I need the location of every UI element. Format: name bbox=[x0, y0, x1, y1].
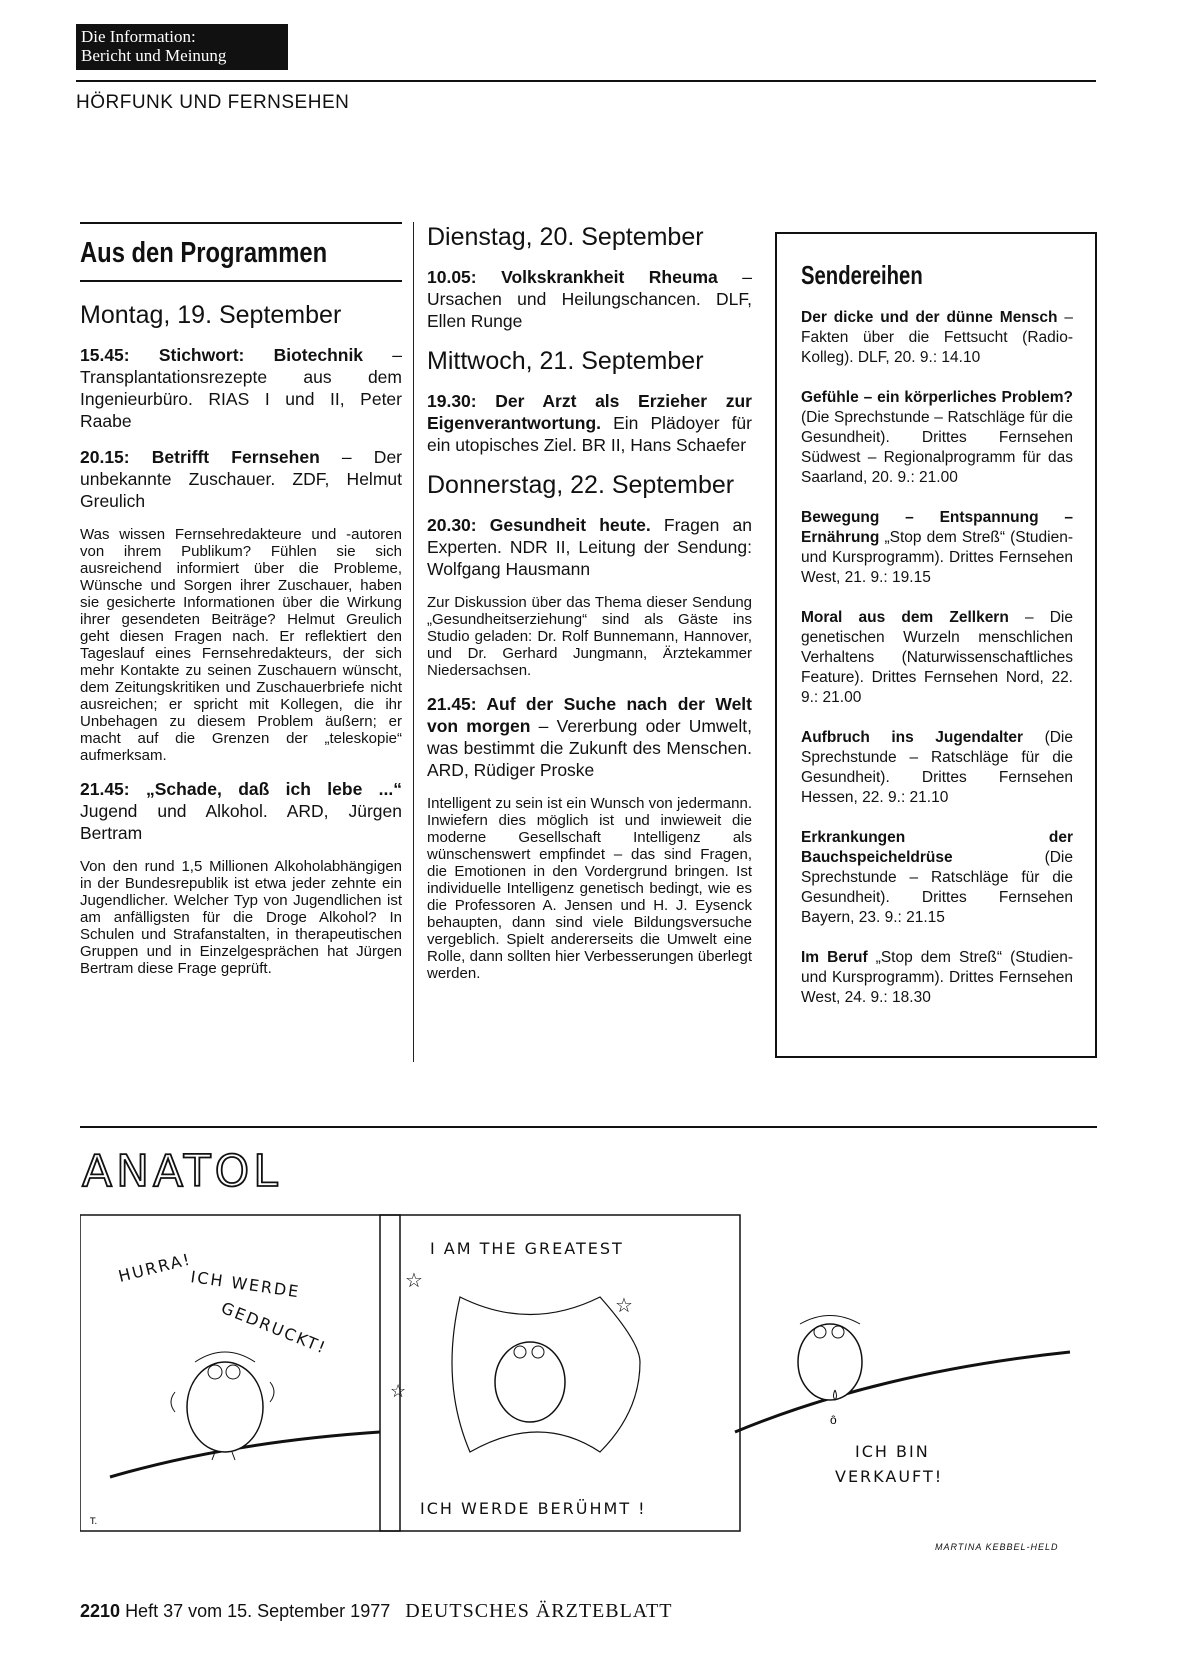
issue-info: Heft 37 vom 15. September 1977 bbox=[125, 1601, 391, 1621]
footer bbox=[80, 1600, 672, 1623]
page-title: Aus den Programmen bbox=[80, 237, 328, 269]
column-2 bbox=[427, 222, 752, 996]
series-item bbox=[801, 308, 1073, 368]
series-item-title: Der dicke und der dünne Mensch bbox=[801, 309, 1058, 326]
entry-text: – Transplantationsrezepte aus dem Ingenieurbüro. RIAS I und II, Peter Raabe bbox=[80, 345, 402, 431]
comic-title-text: ANATOL bbox=[82, 1146, 282, 1197]
owl-figure bbox=[495, 1342, 565, 1422]
column-1 bbox=[80, 222, 402, 991]
series-item-title: Erkrankungen der Bauchspeicheldrüse bbox=[801, 829, 1073, 866]
series-item-title: Aufbruch ins Jugendalter bbox=[801, 729, 1024, 746]
entry-title: 10.05: Volkskrankheit Rheuma bbox=[427, 267, 718, 287]
series-item-title: Im Beruf bbox=[801, 949, 868, 966]
series-box bbox=[775, 232, 1097, 1058]
series-item-title: Moral aus dem Zellkern bbox=[801, 609, 1009, 626]
series-item-text: „Stop dem Streß“ (Studien- und Kursprogramm). Drittes Fernsehen West, 24. 9.: 18.30 bbox=[801, 949, 1073, 1006]
rubric-line-2: Bericht und Meinung bbox=[81, 46, 227, 65]
program-entry bbox=[427, 390, 752, 456]
teardrop-icon: ô bbox=[830, 1413, 837, 1427]
column-divider bbox=[413, 222, 414, 1062]
rubric-line-1: Die Information: bbox=[81, 27, 196, 46]
series-item-title: Gefühle – ein körperliches Problem? bbox=[801, 389, 1073, 406]
header-rule bbox=[76, 80, 1096, 82]
program-entry bbox=[427, 693, 752, 781]
comic-panel-3 bbox=[735, 1316, 1070, 1487]
comic-panel-2 bbox=[380, 1215, 740, 1531]
program-entry bbox=[427, 514, 752, 580]
entry-text: – Vererbung oder Umwelt, was bestimmt die Zukunft des Menschen. ARD, Rüdiger Proske bbox=[427, 716, 752, 780]
series-item-text: (Die Sprechstunde – Ratschläge für die Gesundheit). Drittes Fernsehen Südwest – Regionalprogramm für das Saarland, 20. 9.: 21.00 bbox=[801, 409, 1073, 486]
entry-title: 21.45: „Schade, daß ich lebe ...“ bbox=[80, 779, 402, 799]
series-item-title: Bewegung – Entspannung – Ernährung bbox=[801, 509, 1073, 546]
series-item bbox=[801, 828, 1073, 928]
entry-text: Ein Plädoyer für ein utopisches Ziel. BR II, Hans Schaefer bbox=[427, 413, 752, 455]
owl-figure bbox=[798, 1316, 862, 1401]
comic-strip bbox=[80, 1212, 1097, 1537]
panel-1-speech-2: GEDRUCKT! bbox=[218, 1298, 330, 1358]
series-item-text: (Die Sprechstunde – Ratschläge für die Gesundheit). Drittes Fernsehen Bayern, 23. 9.: 21.15 bbox=[801, 849, 1073, 926]
panel-1-signature: T. bbox=[90, 1517, 98, 1527]
series-item bbox=[801, 508, 1073, 588]
entry-title: 20.15: Betrifft Fernsehen bbox=[80, 447, 320, 467]
divider bbox=[80, 280, 402, 282]
panel-3-speech-1: ICH BIN bbox=[855, 1442, 930, 1461]
series-item bbox=[801, 728, 1073, 808]
entry-title: 21.45: Auf der Suche nach der Welt von morgen bbox=[427, 694, 752, 736]
panel-1-speech-1: ICH WERDE bbox=[189, 1267, 302, 1302]
owl-figure bbox=[187, 1352, 263, 1460]
series-item-text: – Fakten über die Fettsucht (Radio-Kolleg). DLF, 20. 9.: 14.10 bbox=[801, 309, 1073, 366]
series-item-text: (Die Sprechstunde – Ratschläge für die Gesundheit). Drittes Fernsehen Hessen, 22. 9.: 21.10 bbox=[801, 729, 1073, 806]
series-item-text: „Stop dem Streß“ (Studien- und Kursprogramm). Drittes Fernsehen West, 21. 9.: 19.15 bbox=[801, 529, 1073, 586]
entry-text: – Ursachen und Heilungschancen. DLF, Ellen Runge bbox=[427, 267, 752, 331]
entry-text: – Der unbekannte Zuschauer. ZDF, Helmut Greulich bbox=[80, 447, 403, 511]
day-heading: Dienstag, 20. September bbox=[427, 223, 704, 251]
day-heading: Mittwoch, 21. September bbox=[427, 347, 704, 375]
comic-credit: MARTINA KEBBEL-HELD bbox=[935, 1542, 1059, 1552]
page-number: 2210 bbox=[80, 1601, 121, 1621]
entry-title: 15.45: Stichwort: Biotechnik bbox=[80, 345, 364, 365]
day-heading: Donnerstag, 22. September bbox=[427, 471, 735, 499]
series-item bbox=[801, 388, 1073, 488]
star-icon: ☆ bbox=[390, 1381, 407, 1401]
program-entry bbox=[80, 778, 402, 844]
entry-title: 20.30: Gesundheit heute. bbox=[427, 515, 651, 535]
program-entry bbox=[80, 344, 402, 432]
comic-title bbox=[80, 1140, 300, 1200]
program-entry bbox=[80, 446, 402, 512]
section-title: HÖRFUNK UND FERNSEHEN bbox=[76, 92, 350, 113]
series-item-text: – Die genetischen Wurzeln menschlichen Verhaltens (Naturwissenschaftliches Feature). Drittes Fernsehen Nord, 22. 9.: 21.00 bbox=[801, 609, 1073, 706]
panel-2-speech-top: I AM THE GREATEST bbox=[430, 1239, 624, 1258]
entry-description: Zur Diskussion über das Thema dieser Sendung „Gesundheitserziehung“ sind als Gäste ins Studio geladen: Dr. Rolf Bunnemann, Hannover, und Dr. Gerhard Jungmann, Ärztekammer Niedersachsen. bbox=[427, 594, 752, 679]
journal-name: DEUTSCHES ÄRZTEBLATT bbox=[405, 1600, 673, 1622]
series-title: Sendereihen bbox=[801, 260, 923, 290]
entry-description: Was wissen Fernsehredakteure und -autoren von ihrem Publikum? Fühlen sie sich ausreichend informiert über die Probleme, Wünsche und Sorgen ihrer Zuschauer, haben sie gesicherte Informationen über die Wirkung ihrer gesendeten Beiträge? Helmut Greulich geht diesen Fragen nach. Er reflektiert den Tageslauf eines Fernsehredakteurs, der sich mehr Kontakte zu seinen Zuschauern wünscht, dem Zeitungskritiken und Zuschauerbriefe nicht ausreichen; er spricht mit Kollegen, die ihr Unbehagen zu diesem Problem äußern; er macht auf die Grenzen der „teleskopie“ aufmerksam. bbox=[80, 526, 402, 764]
series-item bbox=[801, 608, 1073, 708]
panel-2-speech-bottom: ICH WERDE BERÜHMT ! bbox=[420, 1499, 647, 1518]
entry-description: Von den rund 1,5 Millionen Alkoholabhängigen in der Bundesrepublik ist etwa jeder zehnte ein Jugendlicher. Welcher Typ von Jugendlichen ist am anfälligsten für die Droge Alkohol? In Schulen und Strafanstalten, in therapeutischen Gruppen und in Einzelgesprächen hat Jürgen Bertram diese Frage geprüft. bbox=[80, 858, 402, 977]
star-icon: ☆ bbox=[615, 1295, 633, 1317]
comic-divider bbox=[80, 1126, 1097, 1128]
series-item bbox=[801, 948, 1073, 1008]
divider bbox=[80, 222, 402, 224]
entry-title: 19.30: Der Arzt als Erzieher zur Eigenverantwortung. bbox=[427, 391, 752, 433]
day-heading: Montag, 19. September bbox=[80, 301, 342, 329]
panel-1-exclamation: HURRA! bbox=[116, 1249, 194, 1286]
program-entry bbox=[427, 266, 752, 332]
entry-description: Intelligent zu sein ist ein Wunsch von jedermann. Inwiefern dies möglich ist und inwieweit die moderne Gesellschaft Intelligenz als wünschenswert empfindet – das sind Fragen, die Emotionen in den Vordergrund bringen. Ist individuelle Intelligenz genetisch bedingt, wie es die Professoren A. Jensen und H. J. Eysenck behaupten, dann sind viele Bildungsversuche vergeblich. Spielt andererseits die Umwelt eine Rolle, dann sollten hier Verbesserungen überlegt werden. bbox=[427, 795, 752, 982]
comic-panel-1 bbox=[80, 1215, 400, 1531]
entry-text: Fragen an Experten. NDR II, Leitung der Sendung: Wolfgang Hausmann bbox=[427, 515, 752, 579]
rubric-box bbox=[76, 24, 288, 70]
panel-3-speech-2: VERKAUFT! bbox=[835, 1467, 944, 1486]
entry-text: Jugend und Alkohol. ARD, Jürgen Bertram bbox=[80, 801, 402, 843]
star-icon: ☆ bbox=[405, 1270, 423, 1292]
